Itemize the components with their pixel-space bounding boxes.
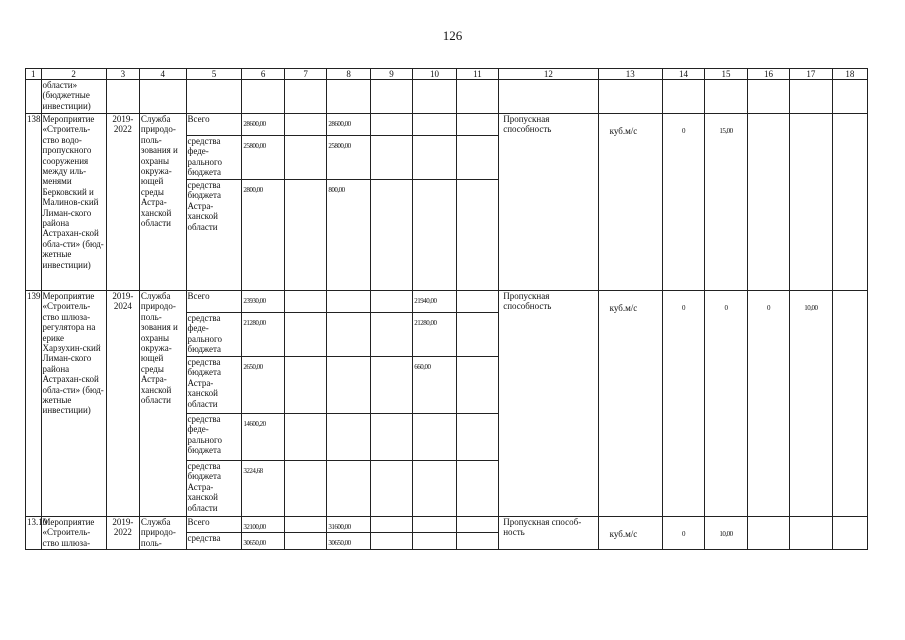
carry-over-name: области» (бюджетные инвестиции) bbox=[41, 80, 106, 114]
column-number: 7 bbox=[284, 69, 326, 80]
indicator-name: Пропускная способность bbox=[499, 291, 598, 517]
amount-c8-value: 800,00 bbox=[328, 186, 345, 194]
indicator-unit bbox=[598, 291, 662, 517]
column-number: 11 bbox=[456, 69, 498, 80]
amount-c6 bbox=[242, 414, 284, 461]
amount-c8 bbox=[327, 136, 370, 180]
indicator-value-c14 bbox=[662, 114, 704, 291]
funding-source: средства bbox=[186, 533, 242, 549]
funding-row bbox=[26, 114, 868, 136]
amount-c10-value: 21940,00 bbox=[414, 297, 437, 305]
column-number: 8 bbox=[327, 69, 370, 80]
amount-c7 bbox=[284, 136, 326, 180]
amount-c9 bbox=[370, 533, 412, 549]
funding-source: средства бюджета Астра-ханской области bbox=[186, 357, 242, 414]
column-number: 14 bbox=[662, 69, 704, 80]
indicator-unit bbox=[598, 517, 662, 550]
amount-c6-value: 28600,00 bbox=[243, 120, 266, 128]
indicator-name: Пропускная способность bbox=[499, 114, 598, 291]
funding-row bbox=[26, 517, 868, 533]
indicator-value-c16 bbox=[747, 291, 789, 517]
row-number: 138 bbox=[26, 114, 42, 291]
column-number: 6 bbox=[242, 69, 284, 80]
amount-c7 bbox=[284, 180, 326, 291]
funding-source: средства феде-рального бюджета bbox=[186, 414, 242, 461]
amount-c7 bbox=[284, 517, 326, 533]
amount-c9 bbox=[370, 357, 412, 414]
amount-c10 bbox=[413, 461, 456, 517]
amount-c11 bbox=[456, 517, 498, 533]
amount-c6-value: 23930,00 bbox=[243, 297, 266, 305]
amount-c7 bbox=[284, 461, 326, 517]
measure-name: Мероприятие «Строитель-ство шлюза- bbox=[41, 517, 106, 550]
executor: Служба природо-поль- bbox=[139, 517, 186, 550]
funding-row bbox=[26, 291, 868, 313]
unit-text: куб.м/с bbox=[609, 303, 638, 313]
amount-c6 bbox=[242, 114, 284, 136]
amount-c6 bbox=[242, 357, 284, 414]
indicator-value-c14 bbox=[662, 517, 704, 550]
column-number: 9 bbox=[370, 69, 412, 80]
amount-c8 bbox=[327, 357, 370, 414]
funding-source: средства феде-рального бюджета bbox=[186, 136, 242, 180]
amount-c10 bbox=[413, 136, 456, 180]
amount-c6-value: 2800,00 bbox=[243, 186, 263, 194]
indicator-value-c14 bbox=[662, 291, 704, 517]
indicator-value-text: 0 bbox=[682, 530, 686, 538]
amount-c7 bbox=[284, 291, 326, 313]
amount-c6-value: 21280,00 bbox=[243, 319, 266, 327]
indicator-value-c15 bbox=[705, 517, 747, 550]
amount-c6-value: 25800,00 bbox=[243, 142, 266, 150]
indicator-value-c18 bbox=[832, 114, 867, 291]
implementation-years: 2019-2022 bbox=[106, 517, 139, 550]
funding-source: Всего bbox=[186, 517, 242, 533]
column-number: 15 bbox=[705, 69, 747, 80]
executor: Служба природо-поль-зования и охраны окружа-ющей среды Астра-ханской области bbox=[139, 114, 186, 291]
amount-c6 bbox=[242, 517, 284, 533]
program-table bbox=[25, 68, 868, 550]
indicator-value-text: 10,00 bbox=[804, 304, 818, 312]
amount-c10 bbox=[413, 533, 456, 549]
measure-name: Мероприятие «Строитель-ство водо-пропускного сооружения между иль-менями Берковский и Малинов-ский Лиман-ского района Астрахан-ской обла-сти» (бюд-жетные инвестиции) bbox=[41, 114, 106, 291]
measure-name: Мероприятие «Строитель-ство шлюза-регулятора на ерике Харзухин-ский Лиман-ского района Астрахан-ской обла-сти» (бюд-жетные инвестиции) bbox=[41, 291, 106, 517]
column-number: 3 bbox=[106, 69, 139, 80]
amount-c6 bbox=[242, 180, 284, 291]
amount-c8 bbox=[327, 461, 370, 517]
indicator-value-c16 bbox=[747, 114, 789, 291]
amount-c6 bbox=[242, 461, 284, 517]
implementation-years: 2019-2024 bbox=[106, 291, 139, 517]
row-number: 139 bbox=[26, 291, 42, 517]
indicator-value-text: 10,00 bbox=[719, 530, 733, 538]
amount-c11 bbox=[456, 180, 498, 291]
implementation-years: 2019-2022 bbox=[106, 114, 139, 291]
indicator-value-c17 bbox=[790, 114, 832, 291]
column-number: 2 bbox=[41, 69, 106, 80]
indicator-value-c18 bbox=[832, 517, 867, 550]
indicator-value-text: 0 bbox=[766, 304, 770, 312]
amount-c6-value: 14600,20 bbox=[243, 420, 266, 428]
funding-source: средства бюджета Астра-ханской области bbox=[186, 180, 242, 291]
amount-c8 bbox=[327, 313, 370, 357]
indicator-name: Пропускная способ-ность bbox=[499, 517, 598, 550]
column-number-row bbox=[26, 69, 868, 80]
amount-c6-value: 30650,00 bbox=[243, 539, 266, 548]
indicator-value-c18 bbox=[832, 291, 867, 517]
amount-c8-value: 30650,00 bbox=[328, 539, 351, 548]
indicator-value-text: 15,00 bbox=[719, 127, 733, 135]
indicator-value-c17 bbox=[790, 291, 832, 517]
amount-c11 bbox=[456, 533, 498, 549]
column-number: 16 bbox=[747, 69, 789, 80]
column-number: 18 bbox=[832, 69, 867, 80]
amount-c7 bbox=[284, 313, 326, 357]
amount-c11 bbox=[456, 357, 498, 414]
executor: Служба природо-поль-зования и охраны окружа-ющей среды Астра-ханской области bbox=[139, 291, 186, 517]
amount-c11 bbox=[456, 313, 498, 357]
amount-c11 bbox=[456, 114, 498, 136]
funding-source: Всего bbox=[186, 114, 242, 136]
funding-source: средства бюджета Астра-ханской области bbox=[186, 461, 242, 517]
column-number: 17 bbox=[790, 69, 832, 80]
indicator-value-c17 bbox=[790, 517, 832, 550]
amount-c10-value: 21280,00 bbox=[414, 319, 437, 327]
amount-c6 bbox=[242, 136, 284, 180]
column-number: 10 bbox=[413, 69, 456, 80]
indicator-value-c16 bbox=[747, 517, 789, 550]
amount-c6-value: 3224,68 bbox=[243, 467, 263, 475]
amount-c11 bbox=[456, 414, 498, 461]
row-number: 13.10 bbox=[26, 517, 42, 550]
amount-c9 bbox=[370, 291, 412, 313]
amount-c6 bbox=[242, 533, 284, 549]
amount-c7 bbox=[284, 357, 326, 414]
amount-c10 bbox=[413, 180, 456, 291]
amount-c10 bbox=[413, 414, 456, 461]
amount-c9 bbox=[370, 517, 412, 533]
indicator-value-text: 0 bbox=[724, 304, 728, 312]
indicator-unit bbox=[598, 114, 662, 291]
amount-c6-value: 32100,00 bbox=[243, 523, 266, 531]
amount-c10 bbox=[413, 114, 456, 136]
amount-c8 bbox=[327, 291, 370, 313]
indicator-value-text: 0 bbox=[682, 304, 686, 312]
amount-c8-value: 28600,00 bbox=[328, 120, 351, 128]
amount-c10 bbox=[413, 313, 456, 357]
column-number: 4 bbox=[139, 69, 186, 80]
amount-c9 bbox=[370, 180, 412, 291]
page-number: 126 bbox=[442, 28, 463, 43]
amount-c6 bbox=[242, 291, 284, 313]
indicator-value-c15 bbox=[705, 291, 747, 517]
amount-c8 bbox=[327, 114, 370, 136]
amount-c11 bbox=[456, 291, 498, 313]
column-number: 5 bbox=[186, 69, 242, 80]
amount-c9 bbox=[370, 414, 412, 461]
amount-c10-value: 660,00 bbox=[414, 363, 431, 371]
amount-c8-value: 31600,00 bbox=[328, 523, 351, 531]
amount-c7 bbox=[284, 114, 326, 136]
amount-c10 bbox=[413, 517, 456, 533]
amount-c9 bbox=[370, 114, 412, 136]
amount-c9 bbox=[370, 461, 412, 517]
amount-c7 bbox=[284, 533, 326, 549]
amount-c10 bbox=[413, 357, 456, 414]
funding-source: средства феде-рального бюджета bbox=[186, 313, 242, 357]
unit-text: куб.м/с bbox=[609, 529, 638, 539]
amount-c6 bbox=[242, 313, 284, 357]
column-number: 1 bbox=[26, 69, 42, 80]
amount-c9 bbox=[370, 313, 412, 357]
amount-c7 bbox=[284, 414, 326, 461]
amount-c8 bbox=[327, 517, 370, 533]
amount-c8 bbox=[327, 414, 370, 461]
indicator-value-c15 bbox=[705, 114, 747, 291]
amount-c9 bbox=[370, 136, 412, 180]
amount-c11 bbox=[456, 136, 498, 180]
amount-c8 bbox=[327, 533, 370, 549]
amount-c8-value: 25800,00 bbox=[328, 142, 351, 150]
amount-c10 bbox=[413, 291, 456, 313]
column-number: 12 bbox=[499, 69, 598, 80]
unit-text: куб.м/с bbox=[609, 126, 638, 136]
column-number: 13 bbox=[598, 69, 662, 80]
amount-c8 bbox=[327, 180, 370, 291]
indicator-value-text: 0 bbox=[682, 127, 686, 135]
amount-c11 bbox=[456, 461, 498, 517]
amount-c6-value: 2650,00 bbox=[243, 363, 263, 371]
carry-over-row bbox=[26, 80, 868, 114]
funding-source: Всего bbox=[186, 291, 242, 313]
